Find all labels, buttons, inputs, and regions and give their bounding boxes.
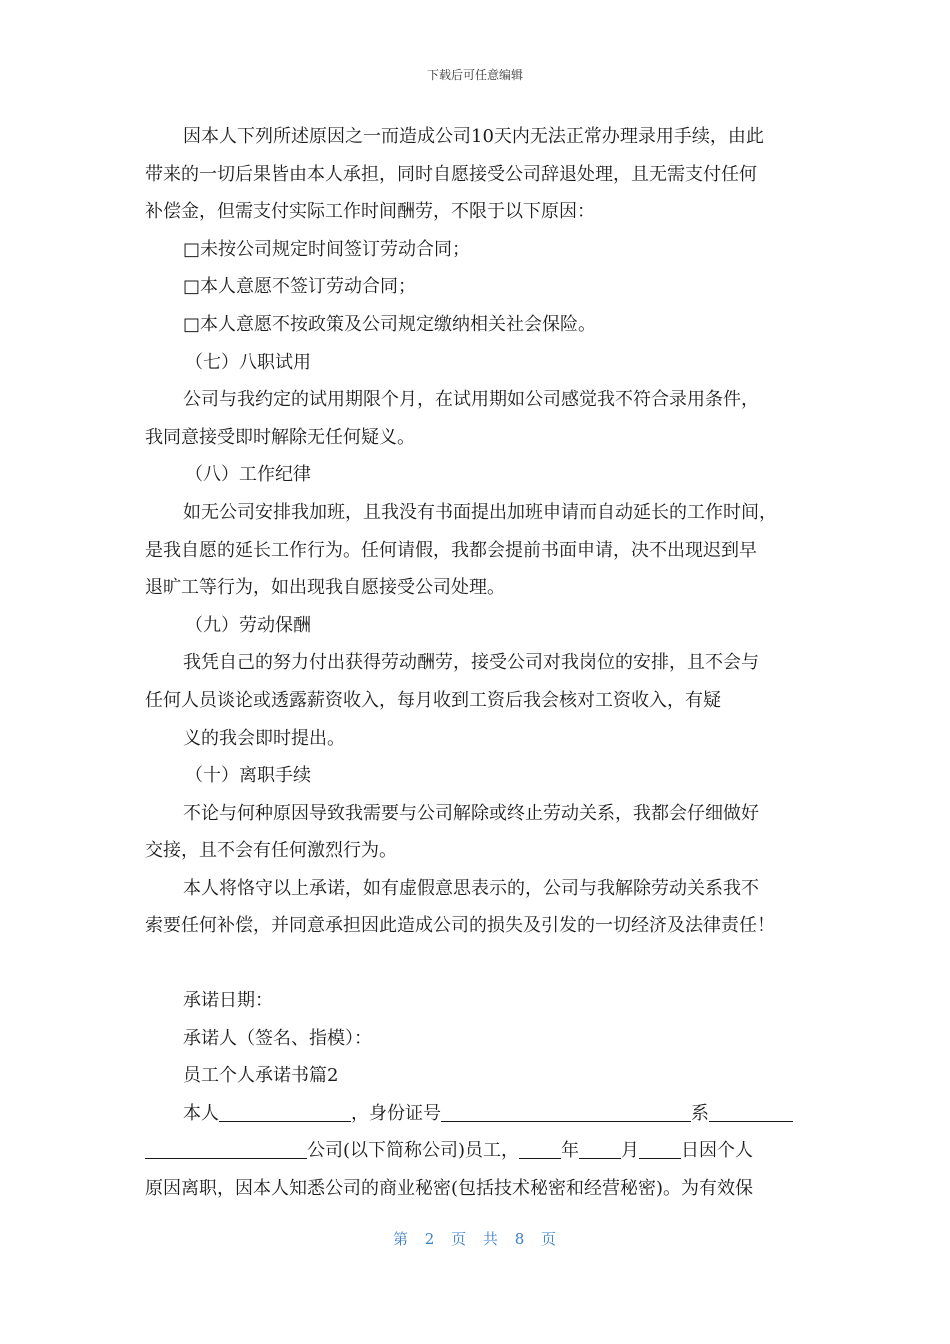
paragraph-line: 我凭自己的努力付出获得劳动酬劳，接受公司对我岗位的安排，且不会与 [183,652,759,674]
department-blank [709,1101,793,1122]
checkbox-option-unsigned-contract: □未按公司规定时间签订劳动合同； [183,238,471,260]
paragraph-line: 公司与我约定的试用期限个月，在试用期如公司感觉我不符合录用条件， [183,389,759,411]
name-blank [219,1101,351,1122]
paragraph-line: 任何人员谈论或透露薪资收入，每月收到工资后我会核对工资收入，有疑 [145,689,721,711]
checkbox-option-refuse-contract: □本人意愿不签订劳动合同； [183,276,417,298]
paragraph-line: 索要任何补偿，并同意承担因此造成公司的损失及引发的一切经济及法律责任！ [145,915,775,937]
paragraph-line: 如无公司安排我加班，且我没有书面提出加班申请而自动延长的工作时间， [183,501,777,523]
footer-text: 页 [541,1230,558,1248]
paragraph-line: 因本人下列所述原因之一而造成公司10天内无法正常办理录用手续，由此 [183,126,764,147]
current-page-number: 2 [424,1230,436,1248]
page-footer [0,1228,950,1249]
form-line [145,1132,810,1170]
year-blank [519,1138,561,1159]
form-text: 年 [561,1140,580,1162]
footer-text: 第 [392,1230,409,1248]
document-body [145,118,810,1208]
total-page-count: 8 [514,1230,526,1248]
form-line [145,1095,810,1133]
month-blank [579,1138,621,1159]
paragraph-line: 补偿金，但需支付实际工作时间酬劳，不限于以下原因： [145,201,595,223]
paragraph-line: 退旷工等行为，如出现我自愿接受公司处理。 [145,577,505,599]
form-text: 日因个人 [681,1140,754,1162]
form-text: 月 [621,1140,640,1162]
paragraph-line: 本人将恪守以上承诺，如有虚假意思表示的，公司与我解除劳动关系我不 [183,877,759,899]
section-heading-compensation: （九）劳动保酬 [185,614,311,636]
checkbox-option-refuse-insurance: □本人意愿不按政策及公司规定缴纳相关社会保险。 [183,313,597,335]
footer-text: 页 [451,1230,468,1248]
paragraph-line: 我同意接受即时解除无任何疑义。 [145,426,415,448]
paragraph-line: 不论与何种原因导致我需要与公司解除或终止劳动关系，我都会仔细做好 [183,802,759,824]
form-text: 公司(以下简称公司)员工， [307,1140,520,1162]
section-heading-probation: （七）八职试用 [185,351,311,373]
day-blank [639,1138,681,1159]
signer-label: 承诺人（签名、指模）： [183,1027,372,1049]
id-number-blank [441,1101,691,1122]
company-blank [145,1138,307,1159]
paragraph-line: 是我自愿的延长工作行为。任何请假，我都会提前书面申请，决不出现迟到早 [145,539,757,561]
section-heading-resignation: （十）离职手续 [185,765,311,787]
paragraph-line: 交接，且不会有任何激烈行为。 [145,840,397,862]
paragraph-line: 义的我会即时提出。 [183,727,345,749]
footer-text: 共 [482,1230,499,1248]
form-text: ，身份证号 [351,1102,441,1124]
paragraph-line: 带来的一切后果皆由本人承担，同时自愿接受公司辞退处理，且无需支付任何 [145,163,757,185]
form-text: 本人 [183,1102,219,1124]
form-text: 系 [691,1102,709,1124]
section-title: 员工个人承诺书篇2 [183,1065,339,1087]
commitment-date-label: 承诺日期： [183,990,273,1012]
paragraph-line: 原因离职，因本人知悉公司的商业秘密(包括技术秘密和经营秘密)。为有效保 [145,1178,754,1200]
section-heading-discipline: （八）工作纪律 [185,464,311,486]
blank-spacer [145,945,810,982]
page-header-note: 下载后可任意编辑 [426,68,523,82]
